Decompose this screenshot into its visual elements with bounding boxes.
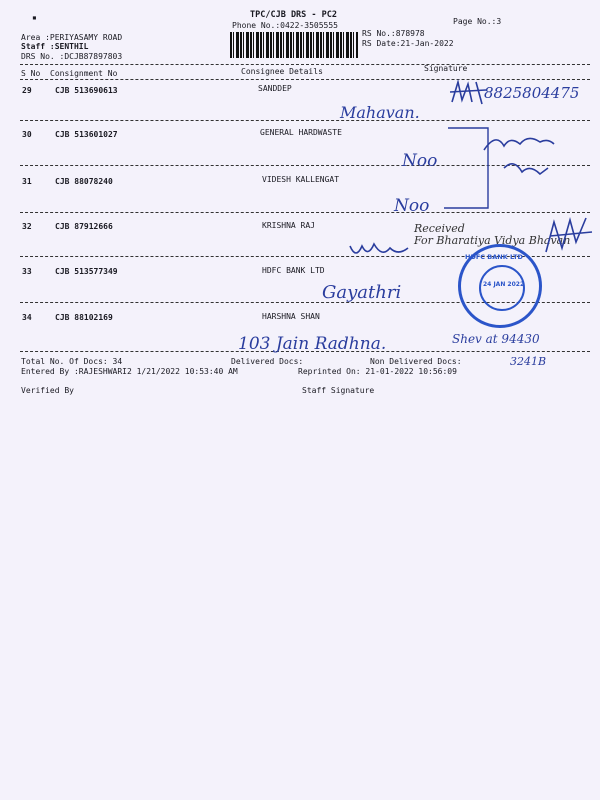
page-number: Page No.:3 [453, 17, 502, 26]
signature-scribble-2 [444, 124, 574, 214]
total-docs: Total No. Of Docs: 34 [21, 357, 123, 366]
staff-label: Staff :SENTHIL [21, 42, 89, 51]
corner-mark: ▪ [32, 13, 37, 22]
row-consignee: VIDESH KALLENGAT [262, 175, 340, 184]
column-header-sno: S No [21, 69, 41, 78]
delivered-docs: Delivered Docs: [231, 357, 304, 366]
stamp-bank-name: HDFC BANK LTD [465, 253, 523, 261]
handwritten-gayathri: Gayathri [322, 282, 402, 303]
phone-number: Phone No.:0422-3505555 [232, 21, 338, 30]
divider [20, 64, 590, 65]
row-consignee: HDFC BANK LTD [262, 266, 325, 275]
row-sno: 29 [22, 86, 32, 95]
verified-by: Verified By [21, 386, 74, 395]
row-sno: 30 [22, 130, 32, 139]
entered-by: Entered By :RAJESHWARI2 1/21/2022 10:53:40 AM [21, 367, 238, 376]
divider [20, 120, 590, 121]
row-consignment: CJB 87912666 [55, 222, 113, 231]
row-consignment: CJB 513577349 [55, 267, 118, 276]
row-consignee: SANDDEP [258, 84, 292, 93]
row-consignment: CJB 513601027 [55, 130, 118, 139]
signature-scribble-1 [448, 78, 490, 108]
drs-number: DRS No. :DCJB87897803 [21, 52, 123, 61]
column-header-consignment: Consignment No [50, 69, 118, 78]
handwritten-noo: Noo [394, 196, 430, 216]
barcode [230, 32, 358, 58]
reprinted-on: Reprinted On: 21-01-2022 10:56:09 [298, 367, 457, 376]
handwritten-shev: Shev at 94430 [452, 332, 540, 346]
staff-signature: Staff Signature [302, 386, 375, 395]
column-header-consignee: Consignee Details [241, 67, 323, 76]
signature-scribble-4 [542, 212, 598, 262]
stamp-inner-ring [479, 265, 525, 311]
row-consignment: CJB 513690613 [55, 86, 118, 95]
divider [20, 79, 590, 80]
row-consignee: GENERAL HARDWASTE [260, 128, 342, 137]
row-consignment: CJB 88078240 [55, 177, 113, 186]
row-consignee: KRISHNA RAJ [262, 221, 315, 230]
handwritten-phone-number: 8825804475 [484, 84, 580, 102]
handwritten-mahavan: Mahavan. [340, 103, 420, 122]
row-consignee: HARSHNA SHAN [262, 312, 320, 321]
hdfc-bank-stamp [458, 244, 542, 328]
handwritten-for-bharatiya: For Bharatiya Vidya Bhavan [414, 234, 571, 247]
row-sno: 34 [22, 313, 32, 322]
column-header-signature: Signature [424, 64, 468, 73]
stamp-date: 24 JAN 2022 [483, 281, 525, 288]
row-consignment: CJB 88102169 [55, 313, 113, 322]
document-title: TPC/CJB DRS - PC2 [250, 10, 337, 20]
handwritten-noo: Noo [402, 151, 438, 171]
area-label: Area :PERIYASAMY ROAD [21, 33, 123, 42]
handwritten-received: Received [414, 222, 465, 235]
rs-date: RS Date:21-Jan-2022 [362, 39, 454, 48]
row-sno: 33 [22, 267, 32, 276]
signature-scribble-3 [346, 236, 416, 266]
rs-number: RS No.:878978 [362, 29, 425, 38]
row-sno: 32 [22, 222, 32, 231]
handwritten-jain: 103 Jain Radhna. [238, 334, 387, 354]
row-sno: 31 [22, 177, 32, 186]
non-delivered-docs: Non Delivered Docs: [370, 357, 462, 366]
handwritten-number: 3241B [510, 355, 547, 368]
